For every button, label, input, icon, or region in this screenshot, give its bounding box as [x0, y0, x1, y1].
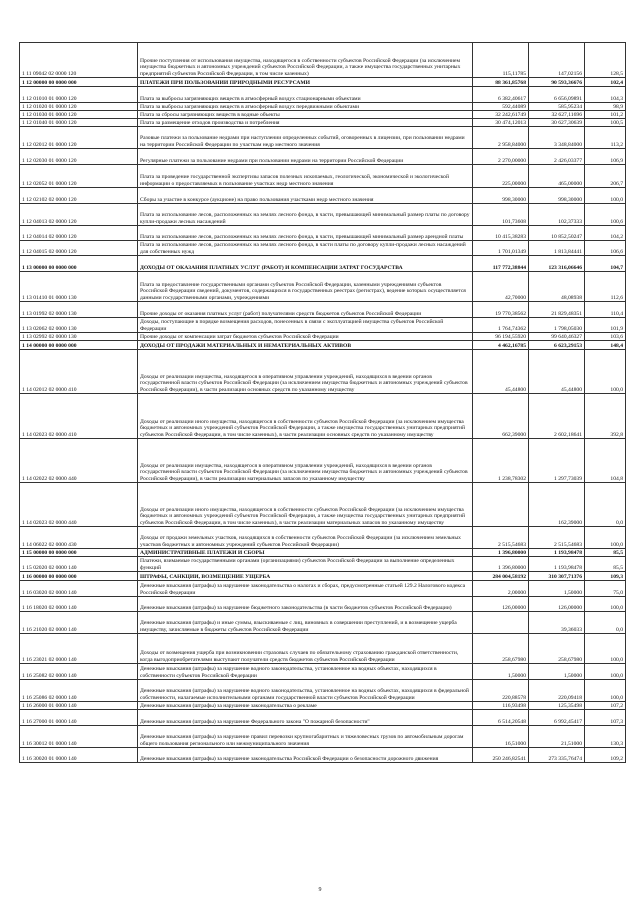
revenue-name-cell: Денежные взыскания (штрафы) за нарушение водного законодательства, установленное на водных объектах, находящихся в собственности субъектов Российской Федерации [138, 664, 473, 680]
actual-amount-cell: 45,44800 [529, 350, 585, 394]
execution-percent-cell: 104,8 [585, 439, 626, 483]
revenue-name-cell: Доходы от возмещения ущерба при возникновении страховых случаев по обязательному страхованию гражданской ответственности, когда выгодоприобретателями выступают получатели средств бюджетов субъектов Российской Федерации [138, 634, 473, 664]
table-row [20, 226, 626, 241]
execution-percent-cell: 104,2 [585, 226, 626, 241]
planned-amount-cell: 126,00000 [473, 597, 529, 612]
planned-amount-cell: 117 772,38844 [473, 256, 529, 272]
planned-amount-cell: 592,44089 [473, 103, 529, 111]
revenue-table [19, 42, 626, 763]
execution-percent-cell: 100,0 [585, 664, 626, 680]
execution-percent-cell: 0,0 [585, 483, 626, 527]
execution-percent-cell: 100,6 [585, 204, 626, 226]
table-row [20, 127, 626, 149]
budget-code-cell: 1 16 27000 01 0000 140 [20, 710, 138, 726]
actual-amount-cell: 1 297,73039 [529, 439, 585, 483]
planned-amount-cell: 1 764,74362 [473, 318, 529, 333]
table-row [20, 204, 626, 226]
actual-amount-cell: 99 640,46327 [529, 333, 585, 341]
planned-amount-cell: 998,30000 [473, 188, 529, 204]
actual-amount-cell: 10 852,50247 [529, 226, 585, 241]
budget-code-cell: 1 14 02023 02 0000 440 [20, 483, 138, 527]
budget-code-cell: 1 11 09042 02 0000 120 [20, 43, 138, 78]
budget-code-cell: 1 13 00000 00 0000 000 [20, 256, 138, 272]
execution-percent-cell: 109,3 [585, 572, 626, 581]
budget-code-cell: 1 12 04014 02 0000 120 [20, 226, 138, 241]
budget-code-cell: 1 13 01410 01 0000 130 [20, 272, 138, 302]
table-row [20, 43, 626, 78]
actual-amount-cell: 2 426,03377 [529, 149, 585, 165]
budget-code-cell: 1 13 02992 02 0000 130 [20, 333, 138, 341]
execution-percent-cell: 75,0 [585, 581, 626, 597]
planned-amount-cell: 2 958,84000 [473, 127, 529, 149]
planned-amount-cell: 30 474,12013 [473, 119, 529, 127]
budget-code-cell: 1 13 02062 02 0000 130 [20, 318, 138, 333]
revenue-name-cell: Денежные взыскания (штрафы) за нарушение бюджетного законодательства (в части бюджетов субъектов Российской Федерации) [138, 597, 473, 612]
actual-amount-cell: 310 307,71376 [529, 572, 585, 581]
revenue-name-cell: ШТРАФЫ, САНКЦИИ, ВОЗМЕЩЕНИЕ УЩЕРБА [138, 572, 473, 581]
planned-amount-cell: 225,00000 [473, 165, 529, 188]
table-row [20, 612, 626, 634]
table-row [20, 341, 626, 350]
execution-percent-cell: 101,2 [585, 111, 626, 119]
actual-amount-cell: 162,39000 [529, 483, 585, 527]
actual-amount-cell: 30 627,30639 [529, 119, 585, 127]
planned-amount-cell: 19 770,38562 [473, 302, 529, 318]
execution-percent-cell: 102,4 [585, 78, 626, 87]
table-row [20, 188, 626, 204]
revenue-name-cell: Плата за предоставление государственными органами субъектов Российской Федерации, казенными учреждениями субъектов Российской Федерации сведений, документов, содержащихся в государственных реестрах (регистрах), ведение которых осуществляется данными государственными органами, учреждениями [138, 272, 473, 302]
table-row [20, 241, 626, 256]
planned-amount-cell: 1 238,78302 [473, 439, 529, 483]
table-row [20, 597, 626, 612]
budget-code-cell: 1 12 01010 01 0000 120 [20, 87, 138, 103]
budget-code-cell: 1 16 26000 01 0000 140 [20, 702, 138, 710]
execution-percent-cell: 100,0 [585, 350, 626, 394]
planned-amount-cell: 1 701,01349 [473, 241, 529, 256]
actual-amount-cell: 465,00000 [529, 165, 585, 188]
execution-percent-cell: 112,6 [585, 272, 626, 302]
revenue-name-cell: Прочие доходы от компенсации затрат бюджетов субъектов Российской Федерации [138, 333, 473, 341]
actual-amount-cell: 2 602,18641 [529, 394, 585, 439]
revenue-name-cell: Плата за использование лесов, расположенных на землях лесного фонда, в части платы по договору купли-продажи лесных насаждений для собственных нужд [138, 241, 473, 256]
execution-percent-cell: 106,6 [585, 241, 626, 256]
execution-percent-cell: 128,5 [585, 43, 626, 78]
table-row [20, 634, 626, 664]
actual-amount-cell: 258,67980 [529, 634, 585, 664]
budget-code-cell: 1 14 02023 02 0000 410 [20, 394, 138, 439]
revenue-name-cell: Плата за размещение отходов производства и потребления [138, 119, 473, 127]
revenue-name-cell: Денежные взыскания (штрафы) за нарушение законодательства о рекламе [138, 702, 473, 710]
execution-percent-cell: 100,0 [585, 188, 626, 204]
table-row [20, 87, 626, 103]
table-row [20, 394, 626, 439]
actual-amount-cell: 1,50000 [529, 581, 585, 597]
planned-amount-cell: 16,51000 [473, 726, 529, 748]
actual-amount-cell: 1,50000 [529, 664, 585, 680]
table-row [20, 111, 626, 119]
planned-amount-cell: 2,00000 [473, 581, 529, 597]
execution-percent-cell: 104,3 [585, 87, 626, 103]
revenue-name-cell: Прочие доходы от оказания платных услуг (работ) получателями средств бюджетов субъектов Российской Федерации [138, 302, 473, 318]
planned-amount-cell: 258,67980 [473, 634, 529, 664]
table-row [20, 103, 626, 111]
actual-amount-cell: 21 829,48351 [529, 302, 585, 318]
budget-code-cell: 1 12 02030 01 0000 120 [20, 149, 138, 165]
revenue-name-cell: Денежные взыскания (штрафы) за нарушение водного законодательства, установленное на водных объектах, находящихся в федеральной собственности, налагаемые исполнительными органами государственной власти субъектов Российской Федерации [138, 680, 473, 702]
budget-code-cell: 1 12 01030 01 0000 120 [20, 111, 138, 119]
budget-code-cell: 1 12 00000 00 0000 000 [20, 78, 138, 87]
budget-code-cell: 1 16 21020 02 0000 140 [20, 612, 138, 634]
execution-percent-cell: 109,2 [585, 748, 626, 763]
table-row [20, 302, 626, 318]
execution-percent-cell: 85,5 [585, 557, 626, 572]
table-row [20, 149, 626, 165]
planned-amount-cell: 88 361,85768 [473, 78, 529, 87]
planned-amount-cell: 250 246,82541 [473, 748, 529, 763]
execution-percent-cell: 113,2 [585, 127, 626, 149]
table-row [20, 710, 626, 726]
budget-code-cell: 1 12 01040 01 0000 120 [20, 119, 138, 127]
actual-amount-cell: 147,02156 [529, 43, 585, 78]
execution-percent-cell: 98,9 [585, 103, 626, 111]
table-row [20, 256, 626, 272]
table-row [20, 702, 626, 710]
budget-code-cell: 1 16 25082 02 0000 140 [20, 664, 138, 680]
budget-code-cell: 1 15 02020 02 0000 140 [20, 557, 138, 572]
planned-amount-cell: 1 396,80000 [473, 549, 529, 557]
execution-percent-cell: 100,0 [585, 634, 626, 664]
budget-code-cell: 1 12 02102 02 0000 120 [20, 188, 138, 204]
table-row [20, 318, 626, 333]
planned-amount-cell: 284 004,58192 [473, 572, 529, 581]
actual-amount-cell: 126,00000 [529, 597, 585, 612]
planned-amount-cell: 2 270,00000 [473, 149, 529, 165]
table-row [20, 350, 626, 394]
actual-amount-cell: 32 627,11696 [529, 111, 585, 119]
actual-amount-cell: 1 798,05030 [529, 318, 585, 333]
execution-percent-cell: 110,4 [585, 302, 626, 318]
table-row [20, 333, 626, 341]
planned-amount-cell: 2 515,54683 [473, 527, 529, 549]
table-row [20, 664, 626, 680]
execution-percent-cell: 103,6 [585, 333, 626, 341]
planned-amount-cell: 116,93498 [473, 702, 529, 710]
table-row [20, 439, 626, 483]
actual-amount-cell: 6 623,29153 [529, 341, 585, 350]
actual-amount-cell: 2 515,54683 [529, 527, 585, 549]
execution-percent-cell: 392,8 [585, 394, 626, 439]
revenue-name-cell: Доходы от реализации иного имущества, находящегося в собственности субъектов Российской Федерации (за исключением имущества бюджетных и автономных учреждений субъектов Российской Федерации, а также имущества государственных унитарных предприятий субъектов Российской Федерации, в том числе казенных), в части реализации материальных запасов по указанному имуществу [138, 483, 473, 527]
actual-amount-cell: 90 593,36676 [529, 78, 585, 87]
planned-amount-cell: 10 415,38283 [473, 226, 529, 241]
actual-amount-cell: 1 193,98478 [529, 557, 585, 572]
revenue-name-cell: ПЛАТЕЖИ ПРИ ПОЛЬЗОВАНИИ ПРИРОДНЫМИ РЕСУРСАМИ [138, 78, 473, 87]
budget-code-cell: 1 12 02052 01 0000 120 [20, 165, 138, 188]
planned-amount-cell: 4 462,16785 [473, 341, 529, 350]
actual-amount-cell: 39,36033 [529, 612, 585, 634]
planned-amount-cell: 42,70000 [473, 272, 529, 302]
revenue-name-cell: Доходы от реализации имущества, находящегося в оперативном управлении учреждений, находящихся в ведении органов государственной власти субъектов Российской Федерации (за исключением имущества бюджетных и автономных учреждений субъектов Российской Федерации), в части реализации материальных запасов по указанному имуществу [138, 439, 473, 483]
revenue-name-cell: Доходы от реализации иного имущества, находящегося в собственности субъектов Российской Федерации (за исключением имущества бюджетных и автономных учреждений субъектов Российской Федерации, а также имущества государственных унитарных предприятий субъектов Российской Федерации, в том числе казенных), в части реализации основных средств по указанному имуществу [138, 394, 473, 439]
actual-amount-cell: 1 813,84441 [529, 241, 585, 256]
budget-code-cell: 1 14 02022 02 0000 440 [20, 439, 138, 483]
revenue-name-cell: Платежи, взимаемые государственными органами (организациями) субъектов Российской Федерации за выполнение определенных функций [138, 557, 473, 572]
revenue-name-cell: Прочие поступления от использования имущества, находящегося в собственности субъектов Российской Федерации (за исключением имущества бюджетных и автономных учреждений субъектов Российской Федерации, а также имущества государственных унитарных предприятий субъектов Российской Федерации, в том числе казенных) [138, 43, 473, 78]
table-row [20, 165, 626, 188]
budget-code-cell: 1 16 03020 02 0000 140 [20, 581, 138, 597]
revenue-name-cell: Денежные взыскания (штрафы) за нарушение законодательства о налогах и сборах, предусмотренные статьей 129.2 Налогового кодекса Российской Федерации [138, 581, 473, 597]
table-row [20, 78, 626, 87]
actual-amount-cell: 998,30000 [529, 188, 585, 204]
actual-amount-cell: 3 348,84000 [529, 127, 585, 149]
revenue-name-cell: Регулярные платежи за пользование недрами при пользовании недрами на территории Российской Федерации [138, 149, 473, 165]
planned-amount-cell: 1 396,80000 [473, 557, 529, 572]
planned-amount-cell: 6 514,20548 [473, 710, 529, 726]
actual-amount-cell: 102,37333 [529, 204, 585, 226]
revenue-name-cell: Плата за проведение государственной экспертизы запасов полезных ископаемых, геологической, экономической и экологической информации о предоставляемых в пользование участках недр местного значения [138, 165, 473, 188]
planned-amount-cell [473, 612, 529, 634]
execution-percent-cell: 100,0 [585, 527, 626, 549]
revenue-name-cell: Плата за сбросы загрязняющих веществ в водные объекты [138, 111, 473, 119]
table-row [20, 549, 626, 557]
budget-code-cell: 1 13 01992 02 0000 130 [20, 302, 138, 318]
table-row [20, 557, 626, 572]
revenue-name-cell: Денежные взыскания (штрафы) за нарушение правил перевозки крупногабаритных и тяжеловесных грузов по автомобильным дорогам общего пользования регионального или межмуниципального значения [138, 726, 473, 748]
budget-code-cell: 1 14 00000 00 0000 000 [20, 341, 138, 350]
execution-percent-cell: 100,0 [585, 597, 626, 612]
budget-code-cell: 1 14 06022 02 0000 430 [20, 527, 138, 549]
budget-code-cell: 1 16 00000 00 0000 000 [20, 572, 138, 581]
revenue-name-cell: Доходы от продажи земельных участков, находящихся в собственности субъектов Российской Федерации (за исключением земельных участков бюджетных и автономных учреждений субъектов Российской Федерации) [138, 527, 473, 549]
revenue-name-cell: Доходы, поступающие в порядке возмещения расходов, понесенных в связи с эксплуатацией имущества субъектов Российской Федерации [138, 318, 473, 333]
revenue-name-cell: Денежные взыскания (штрафы) за нарушение законодательства Российской Федерации о безопасности дорожного движения [138, 748, 473, 763]
revenue-table-body [20, 43, 626, 763]
actual-amount-cell: 6 992,45417 [529, 710, 585, 726]
revenue-name-cell: Плата за использование лесов, расположенных на землях лесного фонда, в части, превышающей минимальный размер платы по договору купли-продажи лесных насаждений [138, 204, 473, 226]
budget-code-cell: 1 12 01020 01 0000 120 [20, 103, 138, 111]
actual-amount-cell: 21,51000 [529, 726, 585, 748]
planned-amount-cell [473, 483, 529, 527]
planned-amount-cell: 32 242,61749 [473, 111, 529, 119]
budget-code-cell: 1 16 18020 02 0000 140 [20, 597, 138, 612]
actual-amount-cell: 585,95234 [529, 103, 585, 111]
execution-percent-cell: 85,5 [585, 549, 626, 557]
revenue-name-cell: Плата за выбросы загрязняющих веществ в атмосферный воздух передвижными объектами [138, 103, 473, 111]
revenue-name-cell: ДОХОДЫ ОТ ОКАЗАНИЯ ПЛАТНЫХ УСЛУГ (РАБОТ) И КОМПЕНСАЦИИ ЗАТРАТ ГОСУДАРСТВА [138, 256, 473, 272]
revenue-name-cell: Денежные взыскания (штрафы) и иные суммы, взыскиваемые с лиц, виновных в совершении преступлений, и в возмещение ущерба имуществу, зачисляемые в бюджеты субъектов Российской Федерации [138, 612, 473, 634]
revenue-name-cell: ДОХОДЫ ОТ ПРОДАЖИ МАТЕРИАЛЬНЫХ И НЕМАТЕРИАЛЬНЫХ АКТИВОВ [138, 341, 473, 350]
execution-percent-cell: 0,0 [585, 612, 626, 634]
budget-code-cell: 1 12 04015 02 0000 120 [20, 241, 138, 256]
table-row [20, 748, 626, 763]
execution-percent-cell: 104,7 [585, 256, 626, 272]
budget-code-cell: 1 12 04013 02 0000 120 [20, 204, 138, 226]
execution-percent-cell: 107,3 [585, 710, 626, 726]
table-row [20, 272, 626, 302]
table-row [20, 483, 626, 527]
budget-code-cell: 1 12 02012 01 0000 120 [20, 127, 138, 149]
revenue-name-cell: Доходы от реализации имущества, находящегося в оперативном управлении учреждений, находящихся в ведении органов государственной власти субъектов Российской Федерации (за исключением имущества бюджетных и автономных учреждений субъектов Российской Федерации), в части реализации основных средств по указанному имуществу [138, 350, 473, 394]
actual-amount-cell: 6 656,09891 [529, 87, 585, 103]
planned-amount-cell: 6 382,40617 [473, 87, 529, 103]
planned-amount-cell: 662,39000 [473, 394, 529, 439]
budget-code-cell: 1 16 30012 01 0000 140 [20, 726, 138, 748]
revenue-name-cell: Сборы за участие в конкурсе (аукционе) на право пользования участками недр местного значения [138, 188, 473, 204]
revenue-name-cell: Плата за использование лесов, расположенных на землях лесного фонда, в части, превышающей минимальный размер арендной платы [138, 226, 473, 241]
execution-percent-cell: 107,2 [585, 702, 626, 710]
table-row [20, 572, 626, 581]
execution-percent-cell: 106,9 [585, 149, 626, 165]
actual-amount-cell: 48,08938 [529, 272, 585, 302]
execution-percent-cell: 206,7 [585, 165, 626, 188]
table-row [20, 581, 626, 597]
revenue-name-cell: Плата за выбросы загрязняющих веществ в атмосферный воздух стационарными объектами [138, 87, 473, 103]
table-row [20, 119, 626, 127]
actual-amount-cell: 123 316,06646 [529, 256, 585, 272]
execution-percent-cell: 100,0 [585, 680, 626, 702]
budget-sheet [19, 42, 625, 763]
budget-code-cell: 1 16 25086 02 0000 140 [20, 680, 138, 702]
table-row [20, 726, 626, 748]
planned-amount-cell: 101,73608 [473, 204, 529, 226]
page-number: 9 [318, 887, 322, 893]
budget-code-cell: 1 16 23021 02 0000 140 [20, 634, 138, 664]
planned-amount-cell: 115,11785 [473, 43, 529, 78]
budget-code-cell: 1 15 00000 00 0000 000 [20, 549, 138, 557]
actual-amount-cell: 125,35498 [529, 702, 585, 710]
actual-amount-cell: 220,09418 [529, 680, 585, 702]
execution-percent-cell: 130,3 [585, 726, 626, 748]
table-row [20, 680, 626, 702]
table-row [20, 527, 626, 549]
budget-code-cell: 1 16 30020 01 0000 140 [20, 748, 138, 763]
execution-percent-cell: 148,4 [585, 341, 626, 350]
actual-amount-cell: 273 335,76474 [529, 748, 585, 763]
planned-amount-cell: 96 194,55920 [473, 333, 529, 341]
revenue-name-cell: Денежные взыскания (штрафы) за нарушение Федерального закона "О пожарной безопасности" [138, 710, 473, 726]
planned-amount-cell: 220,88578 [473, 680, 529, 702]
revenue-name-cell: Разовые платежи за пользование недрами при наступлении определенных событий, оговоренных в лицензии, при пользовании недрами на территории Российской Федерации по участкам недр местного значения [138, 127, 473, 149]
execution-percent-cell: 100,5 [585, 119, 626, 127]
revenue-name-cell: АДМИНИСТРАТИВНЫЕ ПЛАТЕЖИ И СБОРЫ [138, 549, 473, 557]
planned-amount-cell: 1,50000 [473, 664, 529, 680]
budget-code-cell: 1 14 02012 02 0000 410 [20, 350, 138, 394]
planned-amount-cell: 45,44800 [473, 350, 529, 394]
execution-percent-cell: 101,9 [585, 318, 626, 333]
actual-amount-cell: 1 193,98478 [529, 549, 585, 557]
